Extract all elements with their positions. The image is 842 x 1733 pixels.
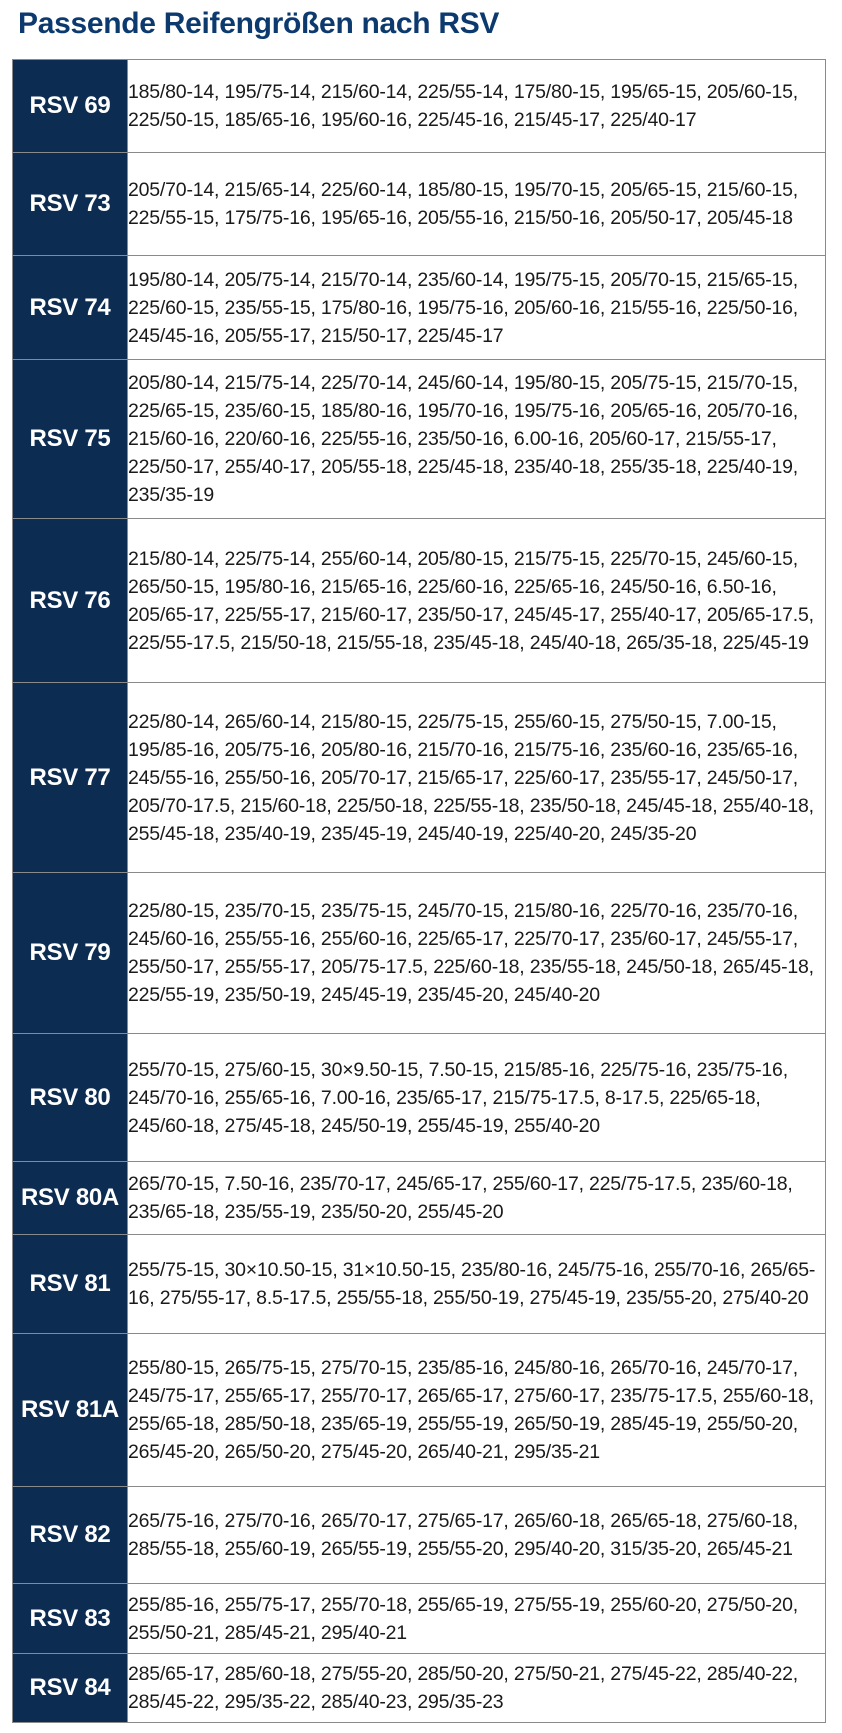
- tire-sizes: 205/70-14, 215/65-14, 225/60-14, 185/80-15, 195/70-15, 205/65-15, 215/60-15, 225/55-15, 175/75-16, 195/65-16, 205/55-16, 215/50-16, 205/50-17, 205/45-18: [128, 153, 826, 256]
- rsv-label: RSV 80: [13, 1034, 128, 1162]
- table-row: [13, 519, 826, 683]
- rsv-label: RSV 69: [13, 60, 128, 153]
- table-row: [13, 1162, 826, 1235]
- table-row: [13, 1235, 826, 1334]
- rsv-label: RSV 77: [13, 683, 128, 873]
- table-row: [13, 1334, 826, 1487]
- tire-sizes: 205/80-14, 215/75-14, 225/70-14, 245/60-14, 195/80-15, 205/75-15, 215/70-15, 225/65-15, 235/60-15, 185/80-16, 195/70-16, 195/75-16, 205/65-16, 205/70-16, 215/60-16, 220/60-16, 225/55-16, 235/50-16, 6.00-16, 205/60-17, 215/55-17, 225/50-17, 255/40-17, 205/55-18, 225/45-18, 235/40-18, 255/35-18, 225/40-19, 235/35-19: [128, 360, 826, 519]
- tire-sizes: 285/65-17, 285/60-18, 275/55-20, 285/50-20, 275/50-21, 275/45-22, 285/40-22, 285/45-22, 295/35-22, 285/40-23, 295/35-23: [128, 1654, 826, 1723]
- page-title: Passende Reifengrößen nach RSV: [18, 7, 500, 40]
- table-row: [13, 256, 826, 360]
- tire-sizes: 215/80-14, 225/75-14, 255/60-14, 205/80-15, 215/75-15, 225/70-15, 245/60-15, 265/50-15, 195/80-16, 215/65-16, 225/60-16, 225/65-16, 245/50-16, 6.50-16, 205/65-17, 225/55-17, 215/60-17, 235/50-17, 245/45-17, 255/40-17, 205/65-17.5, 225/55-17.5, 215/50-18, 215/55-18, 235/45-18, 245/40-18, 265/35-18, 225/45-19: [128, 519, 826, 683]
- tire-sizes: 185/80-14, 195/75-14, 215/60-14, 225/55-14, 175/80-15, 195/65-15, 205/60-15, 225/50-15, 185/65-16, 195/60-16, 225/45-16, 215/45-17, 225/40-17: [128, 60, 826, 153]
- tire-sizes: 255/85-16, 255/75-17, 255/70-18, 255/65-19, 275/55-19, 255/60-20, 275/50-20, 255/50-21, 285/45-21, 295/40-21: [128, 1584, 826, 1654]
- table-row: [13, 683, 826, 873]
- tire-sizes: 265/75-16, 275/70-16, 265/70-17, 275/65-17, 265/60-18, 265/65-18, 275/60-18, 285/55-18, 255/60-19, 265/55-19, 255/55-20, 295/40-20, 315/35-20, 265/45-21: [128, 1487, 826, 1584]
- rsv-label: RSV 80A: [13, 1162, 128, 1235]
- tire-sizes: 255/80-15, 265/75-15, 275/70-15, 235/85-16, 245/80-16, 265/70-16, 245/70-17, 245/75-17, 255/65-17, 255/70-17, 265/65-17, 275/60-17, 235/75-17.5, 255/60-18, 255/65-18, 285/50-18, 235/65-19, 255/55-19, 265/50-19, 285/45-19, 255/50-20, 265/45-20, 265/50-20, 275/45-20, 265/40-21, 295/35-21: [128, 1334, 826, 1487]
- rsv-label: RSV 73: [13, 153, 128, 256]
- table-row: [13, 360, 826, 519]
- rsv-label: RSV 79: [13, 873, 128, 1034]
- table-row: [13, 153, 826, 256]
- table-row: [13, 60, 826, 153]
- table-row: [13, 1584, 826, 1654]
- tire-sizes: 255/75-15, 30×10.50-15, 31×10.50-15, 235/80-16, 245/75-16, 255/70-16, 265/65-16, 275/55-17, 8.5-17.5, 255/55-18, 255/50-19, 275/45-19, 235/55-20, 275/40-20: [128, 1235, 826, 1334]
- table-row: [13, 1654, 826, 1723]
- tire-sizes: 225/80-14, 265/60-14, 215/80-15, 225/75-15, 255/60-15, 275/50-15, 7.00-15, 195/85-16, 205/75-16, 205/80-16, 215/70-16, 215/75-16, 235/60-16, 235/65-16, 245/55-16, 255/50-16, 205/70-17, 215/65-17, 225/60-17, 235/55-17, 245/50-17, 205/70-17.5, 215/60-18, 225/50-18, 225/55-18, 235/50-18, 245/45-18, 255/40-18, 255/45-18, 235/40-19, 235/45-19, 245/40-19, 225/40-20, 245/35-20: [128, 683, 826, 873]
- tire-sizes: 255/70-15, 275/60-15, 30×9.50-15, 7.50-15, 215/85-16, 225/75-16, 235/75-16, 245/70-16, 255/65-16, 7.00-16, 235/65-17, 215/75-17.5, 8-17.5, 225/65-18, 245/60-18, 275/45-18, 245/50-19, 255/45-19, 255/40-20: [128, 1034, 826, 1162]
- rsv-label: RSV 84: [13, 1654, 128, 1723]
- rsv-label: RSV 81: [13, 1235, 128, 1334]
- rsv-label: RSV 83: [13, 1584, 128, 1654]
- rsv-label: RSV 76: [13, 519, 128, 683]
- table-row: [13, 1034, 826, 1162]
- tire-sizes: 195/80-14, 205/75-14, 215/70-14, 235/60-14, 195/75-15, 205/70-15, 215/65-15, 225/60-15, 235/55-15, 175/80-16, 195/75-16, 205/60-16, 215/55-16, 225/50-16, 245/45-16, 205/55-17, 215/50-17, 225/45-17: [128, 256, 826, 360]
- tire-size-table: [12, 59, 826, 1723]
- tire-sizes: 265/70-15, 7.50-16, 235/70-17, 245/65-17, 255/60-17, 225/75-17.5, 235/60-18, 235/65-18, 235/55-19, 235/50-20, 255/45-20: [128, 1162, 826, 1235]
- rsv-label: RSV 82: [13, 1487, 128, 1584]
- table-row: [13, 873, 826, 1034]
- rsv-label: RSV 81A: [13, 1334, 128, 1487]
- rsv-label: RSV 75: [13, 360, 128, 519]
- tire-sizes: 225/80-15, 235/70-15, 235/75-15, 245/70-15, 215/80-16, 225/70-16, 235/70-16, 245/60-16, 255/55-16, 255/60-16, 225/65-17, 225/70-17, 235/60-17, 245/55-17, 255/50-17, 255/55-17, 205/75-17.5, 225/60-18, 235/55-18, 245/50-18, 265/45-18, 225/55-19, 235/50-19, 245/45-19, 235/45-20, 245/40-20: [128, 873, 826, 1034]
- rsv-label: RSV 74: [13, 256, 128, 360]
- table-row: [13, 1487, 826, 1584]
